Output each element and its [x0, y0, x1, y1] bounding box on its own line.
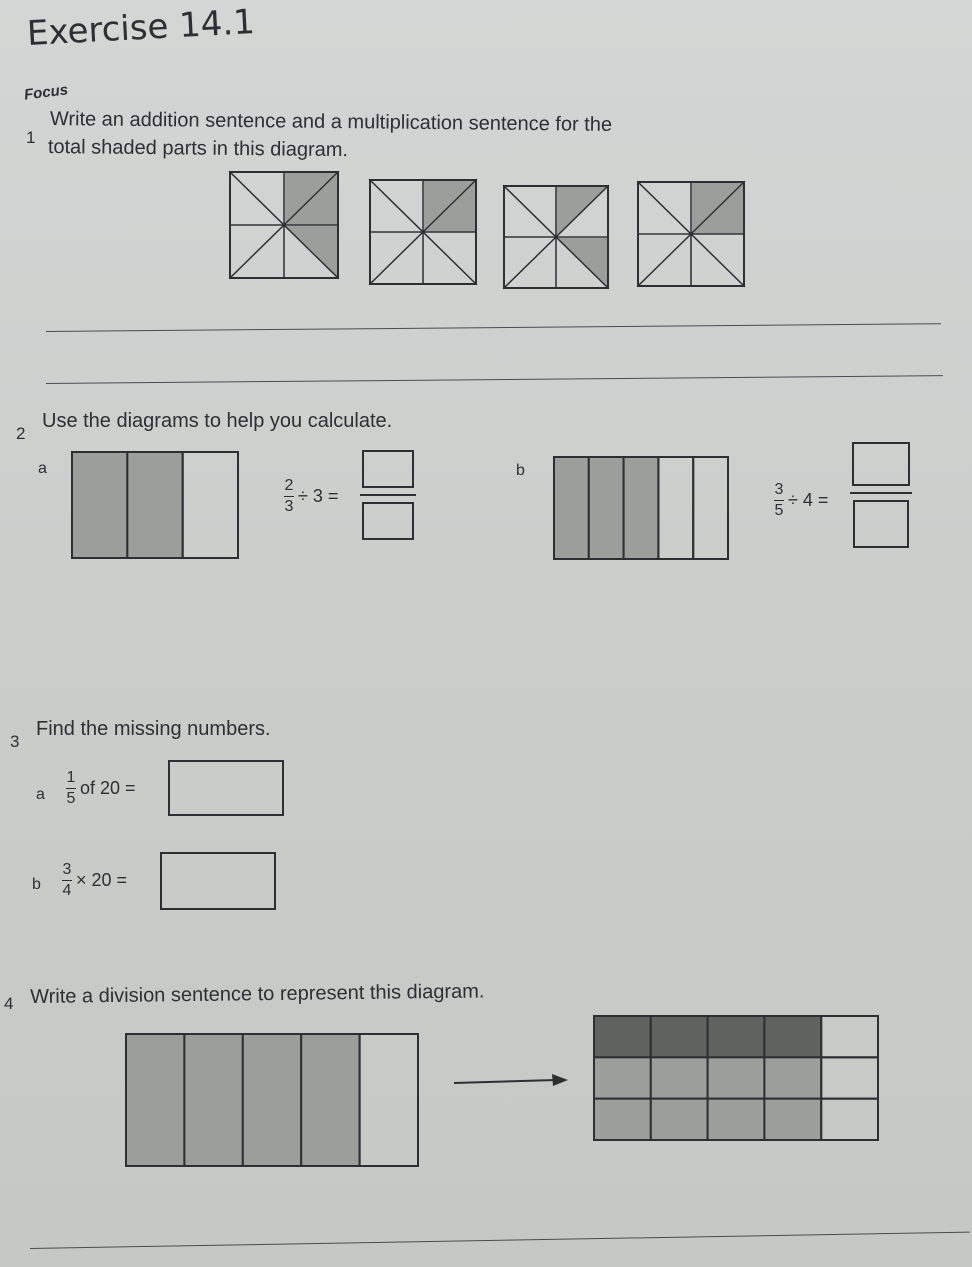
unshaded-strip — [360, 1034, 418, 1166]
q2b-denominator: 5 — [774, 502, 784, 519]
q4-grid-cell — [764, 1099, 821, 1140]
unshaded-strip — [658, 457, 693, 559]
q3a-denominator: 5 — [66, 790, 76, 807]
q4-grid-cell — [594, 1016, 651, 1057]
q3a-rest: of 20 = — [80, 778, 136, 798]
q1-text-line2: total shaded parts in this diagram. — [47, 136, 349, 162]
shaded-strip — [243, 1034, 301, 1166]
q2a-expression — [284, 478, 338, 515]
q3b-label: b — [32, 876, 41, 893]
q1-triangle-part — [423, 232, 476, 284]
q3b-expression — [62, 862, 127, 899]
q2a-label: a — [38, 460, 47, 477]
unshaded-strip — [183, 452, 238, 558]
q4-grid-cell — [708, 1099, 765, 1140]
q4-grid-cell — [821, 1099, 878, 1140]
q2a-answer-denominator-box[interactable] — [362, 502, 414, 540]
q2a-denominator: 3 — [284, 498, 294, 515]
q4-grid-cell — [708, 1016, 765, 1057]
q2b-answer-denominator-box[interactable] — [853, 500, 909, 548]
q1-square-diagram-4 — [638, 182, 744, 286]
q4-diagram — [0, 1000, 972, 1260]
q2-number: 2 — [16, 424, 26, 443]
q3b-denominator: 4 — [62, 882, 72, 899]
q2b-numerator: 3 — [774, 481, 784, 498]
q4-grid-cell — [651, 1099, 708, 1140]
q2b-answer-numerator-box[interactable] — [852, 442, 910, 486]
q3a-label: a — [36, 786, 45, 803]
q1-triangle-part — [230, 225, 284, 278]
q3-number: 3 — [10, 732, 20, 751]
q4-text: Write a division sentence to represent this diagram. — [30, 980, 485, 1008]
q4-grid-cell — [708, 1057, 765, 1098]
q2b-fraction — [774, 482, 784, 519]
q4-grid-cell — [764, 1016, 821, 1057]
q1-triangle-part — [504, 237, 556, 288]
q1-text-line1: Write an addition sentence and a multiplication sentence for the — [49, 108, 613, 136]
q1-number: 1 — [26, 128, 36, 147]
arrow-right-icon — [454, 1074, 568, 1086]
q1-triangle-part — [691, 234, 744, 286]
q3a-expression — [66, 770, 136, 807]
q4-grid-cell — [594, 1057, 651, 1098]
q3b-answer-box[interactable] — [160, 852, 276, 910]
q4-grid-cell — [594, 1099, 651, 1140]
unshaded-strip — [693, 457, 728, 559]
q1-triangle-part — [230, 172, 284, 225]
q1-triangle-part — [370, 232, 423, 284]
q2b-answer-fraction — [850, 442, 912, 548]
q2b-operation: ÷ 4 = — [788, 490, 829, 510]
q3a-answer-box[interactable] — [168, 760, 284, 816]
q1-triangle-part — [370, 180, 423, 232]
focus-label: Focus — [23, 81, 70, 104]
q1-square-diagram-2 — [370, 180, 476, 284]
q2-text: Use the diagrams to help you calculate. — [42, 410, 393, 432]
q2a-answer-numerator-box[interactable] — [362, 450, 414, 488]
q4-number: 4 — [4, 994, 14, 1013]
q2a-answer-fraction — [360, 450, 416, 540]
q4-strip-diagram — [126, 1034, 418, 1166]
shaded-strip — [554, 457, 589, 559]
q2a-fraction — [284, 478, 294, 515]
q1-triangle-part — [638, 234, 691, 286]
shaded-strip — [589, 457, 624, 559]
q1-square-diagram-1 — [230, 172, 338, 278]
q1-triangle-part — [638, 182, 691, 234]
q3-text: Find the missing numbers. — [36, 718, 271, 740]
q3b-rest: × 20 = — [76, 870, 128, 890]
shaded-strip — [184, 1034, 242, 1166]
shaded-strip — [301, 1034, 359, 1166]
q2a-numerator: 2 — [284, 477, 294, 494]
shaded-strip — [624, 457, 659, 559]
q3b-numerator: 3 — [62, 861, 72, 878]
q1-square-diagram-3 — [504, 186, 608, 288]
q2a-operation: ÷ 3 = — [298, 486, 339, 506]
q1-triangle-part — [504, 186, 556, 237]
q4-grid-cell — [651, 1016, 708, 1057]
exercise-title: Exercise 14.1 — [26, 2, 256, 54]
q4-grid-cell — [651, 1057, 708, 1098]
q1-diagrams — [0, 0, 972, 420]
q2a-strip-diagram — [70, 450, 240, 562]
q2b-label: b — [516, 462, 525, 479]
shaded-strip — [127, 452, 182, 558]
q4-grid-cell — [764, 1057, 821, 1098]
q4-grid-cell — [821, 1016, 878, 1057]
q3b-fraction — [62, 862, 72, 899]
q4-grid-cell — [821, 1057, 878, 1098]
q3a-fraction — [66, 770, 76, 807]
q4-grid-diagram — [594, 1016, 878, 1140]
shaded-strip — [72, 452, 127, 558]
shaded-strip — [126, 1034, 184, 1166]
q3a-numerator: 1 — [66, 769, 76, 786]
q2b-strip-diagram — [552, 455, 732, 561]
q2b-expression — [774, 482, 828, 519]
